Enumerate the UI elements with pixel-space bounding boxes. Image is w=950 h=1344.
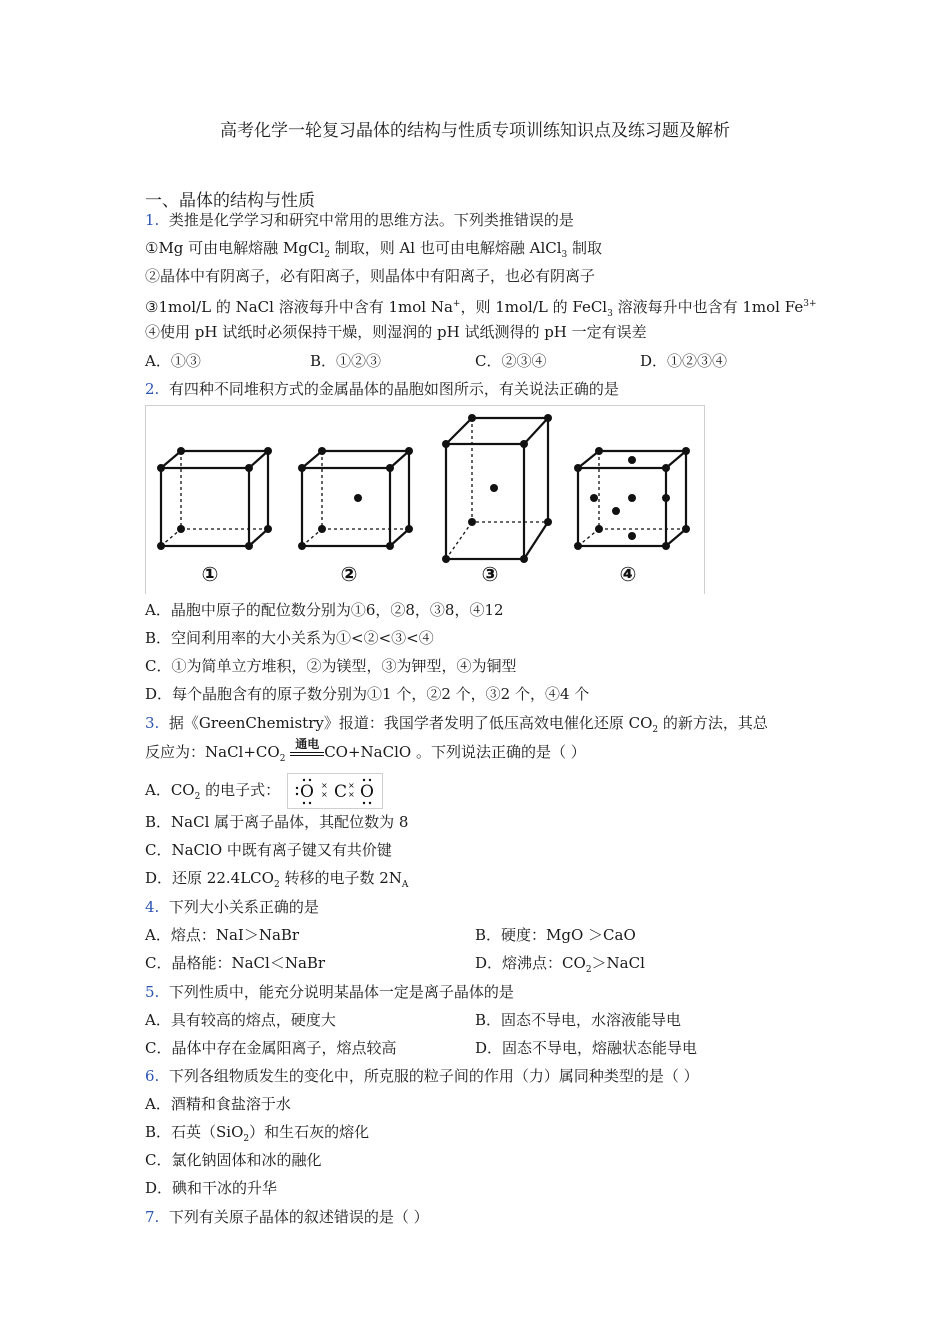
question-number: 5. xyxy=(145,983,160,1001)
option-b: B．NaCl 属于离子晶体，其配位数为 8 xyxy=(145,813,409,831)
option-c: C．晶体中存在金属阳离子，熔点较高 xyxy=(145,1039,397,1057)
option-d: D．每个晶胞含有的原子数分别为①1 个，②2 个，③2 个，④4 个 xyxy=(145,685,590,703)
question-1-statement-3: ③1mol/L 的 NaCl 溶液每升中含有 1mol Na+，则 1mol/L 的 FeCl$_3$ 溶液每升中也含有 1mol $Fe^{3+}$ xyxy=(145,298,817,319)
option-d: D．熔沸点：$CO_2>NaCl$ xyxy=(475,954,645,975)
svg-text:×: × xyxy=(347,781,355,790)
svg-text:×: × xyxy=(320,781,328,790)
question-4-stem: 4. 下列大小关系正确的是 xyxy=(145,898,319,916)
cell-label-2: ② xyxy=(340,562,358,586)
cell-label-4: ④ xyxy=(619,562,637,586)
option-d: D．碘和干冰的升华 xyxy=(145,1179,278,1197)
question-5-stem: 5. 下列性质中，能充分说明某晶体一定是离子晶体的是 xyxy=(145,983,514,1001)
option-c: C．①为简单立方堆积，②为镁型，③为钾型，④为铜型 xyxy=(145,657,517,675)
page-title: 高考化学一轮复习晶体的结构与性质专项训练知识点及练习题及解析 xyxy=(220,121,730,141)
question-1-statement-4: ④使用 pH 试纸时必须保持干燥，则湿润的 pH 试纸测得的 pH 一定有误差 xyxy=(145,323,647,341)
question-7-stem: 7. 下列有关原子晶体的叙述错误的是（ ） xyxy=(145,1208,429,1226)
option-a: A．$CO_2$ 的电子式： O C O × × × × xyxy=(145,773,383,814)
option-a: A．具有较高的熔点，硬度大 xyxy=(145,1011,336,1029)
question-number: 1. xyxy=(145,211,160,229)
question-1-statement-2: ②晶体中有阴离子，必有阳离子，则晶体中有阳离子，也必有阴离子 xyxy=(145,267,596,285)
option-b: B．①②③ xyxy=(310,352,382,370)
electrolysis-arrow: 通电 xyxy=(290,742,324,762)
crystal-cell-figure xyxy=(145,405,705,594)
question-number: 2. xyxy=(145,380,160,398)
option-a: A．酒精和食盐溶于水 xyxy=(145,1095,291,1113)
option-b: B．石英（SiO$_2$）和生石灰的熔化 xyxy=(145,1123,370,1144)
question-number: 6. xyxy=(145,1067,160,1085)
option-d: D．还原 $22.4LCO_2$ 转移的电子数 $2N_A$ xyxy=(145,869,409,890)
question-6-stem: 6. 下列各组物质发生的变化中，所克服的粒子间的作用（力）属同种类型的是（ ） xyxy=(145,1067,699,1085)
cell-label-1: ① xyxy=(201,562,219,586)
svg-text:O: O xyxy=(299,782,314,802)
option-b: B．硬度：MgO ＞CaO xyxy=(475,926,636,944)
section-heading: 一、晶体的结构与性质 xyxy=(145,191,315,211)
option-d: D．固态不导电，熔融状态能导电 xyxy=(475,1039,698,1057)
question-number: 4. xyxy=(145,898,160,916)
option-a: A．晶胞中原子的配位数分别为①6，②8，③8，④12 xyxy=(145,601,504,619)
question-3-equation: 反应为：$NaCl+CO_2$ 通电 CO+NaClO 。下列说法正确的是（ ） xyxy=(145,737,586,764)
svg-text:×: × xyxy=(320,790,328,799)
question-1-stem: 1. 类推是化学学习和研究中常用的思维方法。下列类推错误的是 xyxy=(145,211,574,229)
cell-label-3: ③ xyxy=(481,562,499,586)
question-3-stem: 3. 据《GreenChemistry》报道：我国学者发明了低压高效电催化还原 $CO_2$ 的新方法，其总 xyxy=(145,714,768,735)
option-c: C．②③④ xyxy=(475,352,547,370)
option-c: C．氯化钠固体和冰的融化 xyxy=(145,1151,322,1169)
question-1-statement-1: ①Mg 可由电解熔融 MgCl$_2$ 制取，则 Al 也可由电解熔融 AlCl$_3$ 制取 xyxy=(145,239,603,260)
option-b: B．空间利用率的大小关系为①<②<③<④ xyxy=(145,629,434,647)
svg-text:×: × xyxy=(347,790,355,799)
question-number: 7. xyxy=(145,1208,160,1226)
option-a: A．①③ xyxy=(145,352,201,370)
option-c: C．NaClO 中既有离子键又有共价键 xyxy=(145,841,392,859)
svg-text:O: O xyxy=(359,782,374,802)
option-c: C．晶格能：NaCl＜NaBr xyxy=(145,954,326,972)
svg-text:C: C xyxy=(333,782,347,802)
question-2-stem: 2. 有四种不同堆积方式的金属晶体的晶胞如图所示，有关说法正确的是 xyxy=(145,380,619,398)
unit-cells-diagram xyxy=(146,406,704,594)
question-number: 3. xyxy=(145,714,160,732)
option-a: A．熔点：NaI＞NaBr xyxy=(145,926,300,944)
electron-formula-image xyxy=(287,773,383,809)
option-b: B．固态不导电，水溶液能导电 xyxy=(475,1011,682,1029)
option-d: D．①②③④ xyxy=(640,352,728,370)
